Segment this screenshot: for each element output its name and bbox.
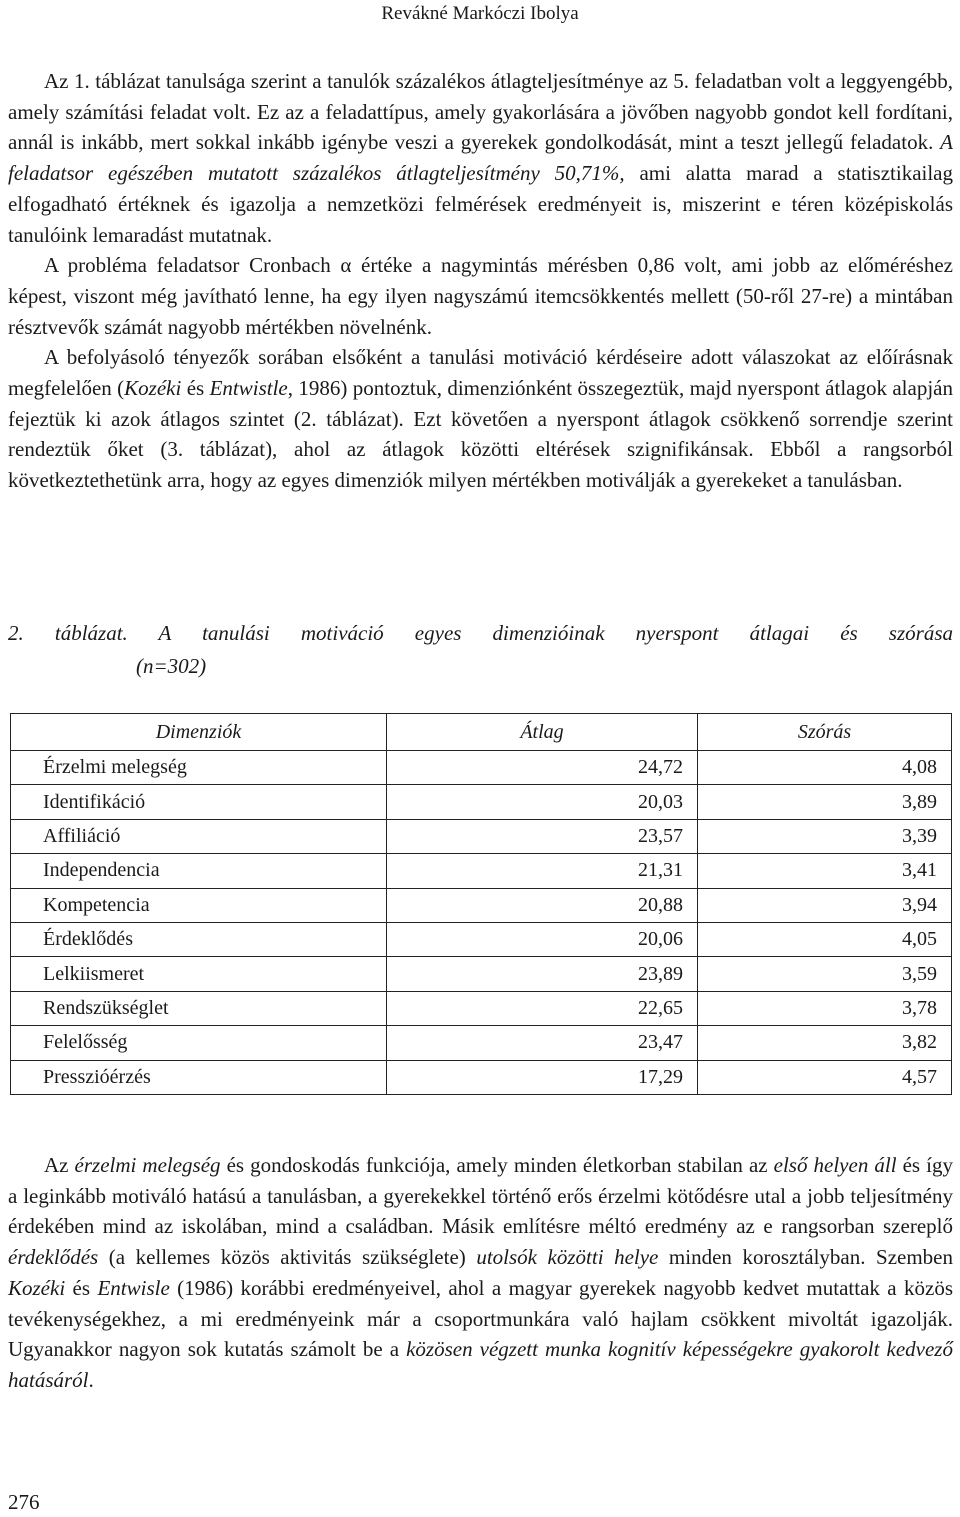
text-span: . (88, 1367, 94, 1392)
text-span: ami alatta marad a statisztikailag elfogadható értéknek és igazolja a nemzetközi felmérések eredményeit is, miszerint e téren középiskolás tanulóink lemaradást mutatnak. (8, 161, 954, 247)
body-text-lower (8, 1150, 953, 1396)
sd-cell: 3,82 (698, 1026, 952, 1060)
text-span: és gondoskodás funkciója, amely minden életkorban stabilan az (220, 1153, 774, 1177)
running-header-author: Revákné Markóczi Ibolya (381, 3, 579, 24)
mean-cell: 23,57 (387, 819, 698, 853)
sd-cell: 4,57 (698, 1060, 952, 1094)
sd-cell: 3,39 (698, 819, 952, 853)
table-row (11, 1060, 952, 1094)
text-span: és így a leginkább motiváló hatású a tanulásban, a gyerekekkel történő erős érzelmi kötődésre utal a jobb teljesítmény érdekében mind az iskolában, mind a családban. Másik említésre méltó eredmény az e rangsorban szereplő (8, 1153, 953, 1239)
table-row (11, 854, 952, 888)
text-span: (1986) korábbi eredményeivel, ahol a magyar gyerekek nagyobb kedvet mutattak a közös tevékenységekhez, a mi eredményeink már a csoportmunkára való hajlam csökkent mivoltát igazolják. Ugyanakkor nagyon sok kutatás számolt be a (8, 1275, 953, 1362)
column-header-dimensions: Dimenziók (11, 714, 387, 751)
paragraph-motivation-method (8, 342, 953, 496)
text-span: Az (44, 1153, 75, 1177)
column-header-mean: Átlag (387, 714, 698, 751)
mean-cell: 17,29 (387, 1060, 698, 1094)
sd-cell: 3,41 (698, 854, 952, 888)
sd-cell: 3,89 (698, 785, 952, 819)
paragraph-cronbach (8, 250, 953, 342)
motivation-table (10, 713, 952, 1095)
page-number: 276 (8, 1490, 40, 1514)
italic-span: érdeklődés (8, 1245, 99, 1270)
dimension-cell: Identifikáció (11, 785, 387, 819)
dimension-cell: Lelkiismeret (11, 957, 387, 991)
sd-cell: 3,78 (698, 991, 952, 1025)
sd-cell: 3,59 (698, 957, 952, 991)
mean-cell: 24,72 (387, 751, 698, 785)
table-row (11, 785, 952, 819)
column-header-sd: Szórás (698, 714, 952, 751)
text-span: és (65, 1275, 98, 1300)
sd-cell: 4,05 (698, 922, 952, 956)
italic-span: Kozéki (124, 376, 182, 401)
dimension-cell: Érdeklődés (11, 922, 387, 956)
italic-span: utolsók közötti helye (476, 1245, 659, 1270)
italic-span: Kozéki (8, 1275, 66, 1300)
italic-span: érzelmi melegség (74, 1153, 221, 1177)
table-caption-line1: 2. táblázat. A tanulási motiváció egyes dimenzióinak nyerspont átlagai és szórása (8, 621, 953, 645)
text-span: minden korosztályban. Szemben (658, 1245, 954, 1270)
mean-cell: 23,47 (387, 1026, 698, 1060)
table-caption-line2: (n=302) (136, 654, 207, 678)
text-span: A befolyásoló tényezők sorában elsőként a tanulási motiváció kérdéseire adott válaszokat az előírásnak megfelelően ( (8, 345, 953, 401)
italic-span: Entwistle (209, 376, 288, 401)
dimension-cell: Kompetencia (11, 888, 387, 922)
table-row (11, 751, 952, 785)
mean-cell: 22,65 (387, 991, 698, 1025)
mean-cell: 20,88 (387, 888, 698, 922)
paragraph-emotional-warmth (8, 1150, 953, 1396)
mean-cell: 20,03 (387, 785, 698, 819)
dimension-cell: Affiliáció (11, 819, 387, 853)
paragraph-results-summary (8, 66, 953, 250)
text-span: és (181, 376, 210, 401)
text-span: Az 1. táblázat tanulsága szerint a tanulók százalékos átlagteljesítménye az 5. feladatban volt a leggyengébb, amely számítási feladat volt. Ez az a feladattípus, amely gyakorlására a jövőben nagyobb gondot kell fordítani, annál is inkább, mert sokkal inkább igénybe veszi a gyerekek gondolkodását, mint a teszt jellegű feladatok. (8, 69, 953, 155)
table-row (11, 957, 952, 991)
mean-cell: 23,89 (387, 957, 698, 991)
table-header-row (11, 714, 952, 751)
table-row (11, 888, 952, 922)
mean-cell: 20,06 (387, 922, 698, 956)
sd-cell: 3,94 (698, 888, 952, 922)
dimension-cell: Érzelmi melegség (11, 751, 387, 785)
mean-cell: 21,31 (387, 854, 698, 888)
italic-span: közösen végzett munka kognitív képességekre gyakorolt kedvező hatásáról (8, 1337, 953, 1392)
italic-span: első helyen áll (773, 1153, 897, 1177)
table-row (11, 991, 952, 1025)
text-span: , 1986) pontoztuk, dimenziónként összegeztük, majd nyerspont átlagok alapján fejeztük ki azok átlagos szintet (2. táblázat). Ezt követően a nyerspont átlagok csökkenő sorrendje szerint rendeztük őket (3. táblázat), ahol az átlagok közötti eltérések szignifikánsak. Ebből a rangsorból következtethetünk arra, hogy az egyes dimenziók milyen mértékben motiválják a gyerekeket a tanulásban. (8, 376, 953, 493)
text-span: (a kellemes közös aktivitás szükséglete) (98, 1245, 477, 1270)
body-text-upper (8, 66, 953, 496)
sd-cell: 4,08 (698, 751, 952, 785)
table-row (11, 922, 952, 956)
table-row (11, 1026, 952, 1060)
dimension-cell: Rendszükséglet (11, 991, 387, 1025)
dimension-cell: Felelősség (11, 1026, 387, 1060)
italic-span: A feladatsor egészében mutatott százalékos átlagteljesítmény 50,71%, (8, 130, 953, 186)
table-caption (8, 617, 953, 683)
dimension-cell: Presszióérzés (11, 1060, 387, 1094)
italic-span: Entwisle (97, 1275, 170, 1300)
table-row (11, 819, 952, 853)
text-span: A probléma feladatsor Cronbach α értéke a nagymintás mérésben 0,86 volt, ami jobb az előméréshez képest, viszont még javítható lenne, ha egy ilyen nagyszámú itemcsökkentés mellett (50-ről 27-re) a mintában résztvevők számát nagyobb mértékben növelnénk. (8, 253, 953, 339)
dimension-cell: Independencia (11, 854, 387, 888)
